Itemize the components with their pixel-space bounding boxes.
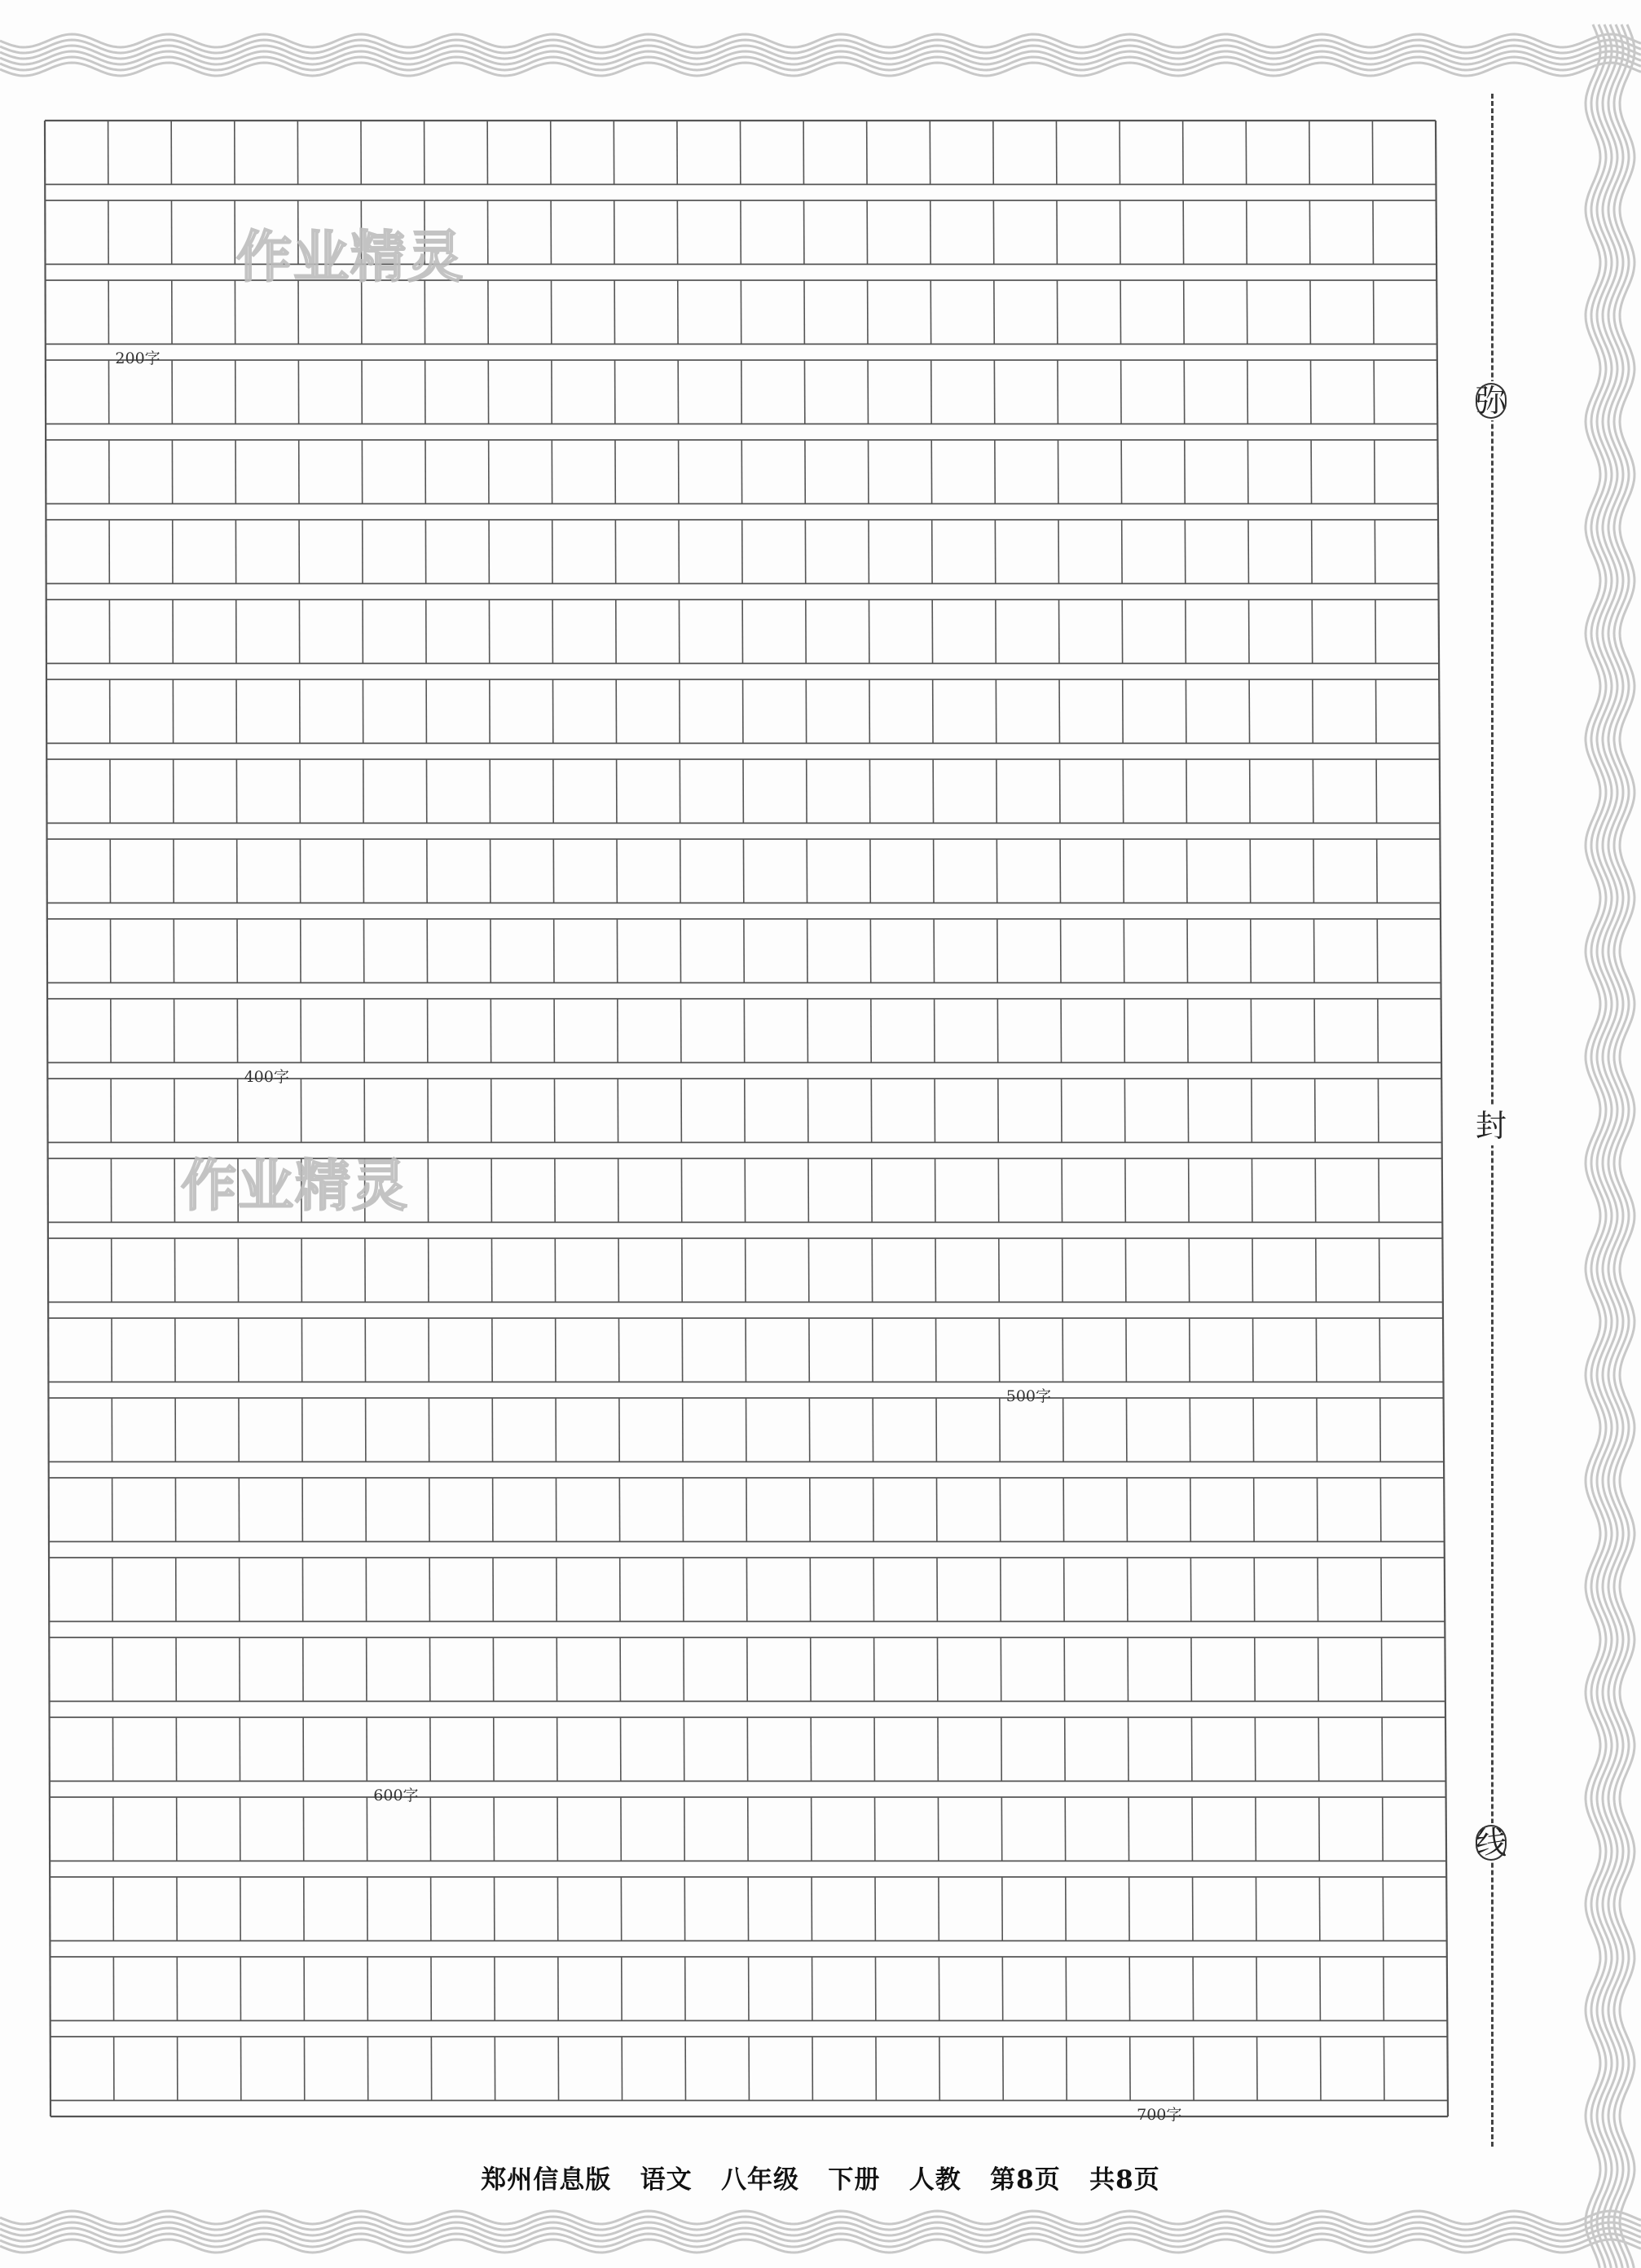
word-count-label: 200字 bbox=[115, 349, 161, 368]
binding-char-feng: 封 bbox=[1475, 1108, 1507, 1144]
word-count-label: 600字 bbox=[373, 1787, 419, 1805]
binding-char-xian: 线 bbox=[1475, 1825, 1507, 1861]
binding-char-mi: 弥 bbox=[1475, 383, 1507, 419]
grid-frame-left bbox=[45, 121, 51, 2116]
watermark: 作业精灵 bbox=[236, 226, 465, 290]
page-footer: 郑州信息版 语文 八年级 下册 人教 第8页 共8页 bbox=[481, 2165, 1160, 2195]
watermark: 作业精灵 bbox=[181, 1154, 410, 1219]
word-count-label: 400字 bbox=[244, 1068, 289, 1087]
word-count-label: 500字 bbox=[1005, 1387, 1052, 1406]
word-count-label: 700字 bbox=[1137, 2106, 1182, 2125]
grid-frame-right bbox=[1436, 121, 1448, 2116]
